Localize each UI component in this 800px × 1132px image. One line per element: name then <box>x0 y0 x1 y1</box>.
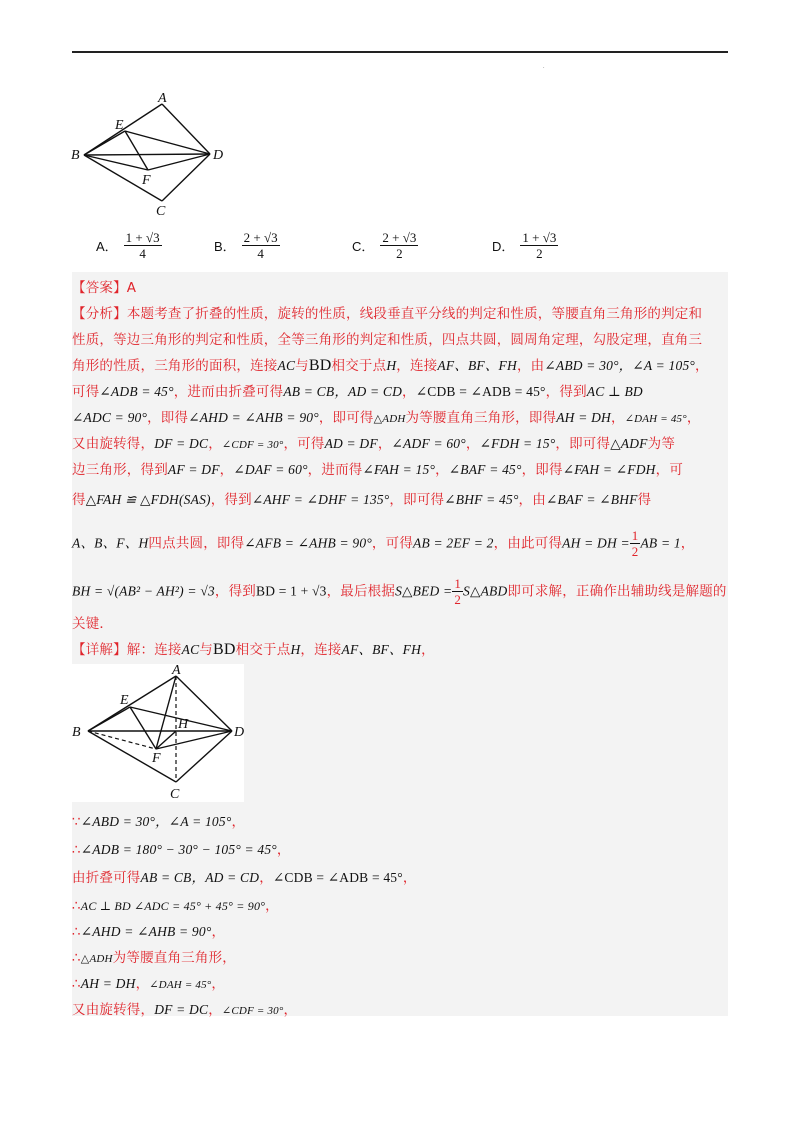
label-f: F <box>152 751 161 766</box>
text: ，得到 <box>210 492 252 508</box>
math: AH = DH <box>80 976 136 991</box>
seg-ed <box>125 131 210 154</box>
detail-line-1 <box>72 638 435 659</box>
seg-be <box>84 131 125 155</box>
text: ，连接 <box>396 358 438 374</box>
text: 为等腰直角三角形，即得 <box>405 410 557 426</box>
label-d: D <box>234 725 244 740</box>
math: AC <box>277 358 296 373</box>
math: ∠ADB = 45° <box>99 384 174 399</box>
math: ∠BAF = 45° <box>448 462 522 477</box>
text: ∴ <box>72 898 81 914</box>
step-line-5 <box>72 920 225 940</box>
math: ∠AFB = ∠AHB = 90° <box>244 535 372 551</box>
text: 边三角形，得到 <box>72 462 168 478</box>
math: ∠CDF = 30° <box>221 439 284 451</box>
fraction-denominator: 2 <box>454 592 462 607</box>
math: S△ABD <box>463 583 508 599</box>
text: ， <box>231 814 246 830</box>
analysis-line-9 <box>72 528 695 559</box>
text: ， <box>208 1002 222 1018</box>
fraction-denominator: 2 <box>396 246 403 261</box>
text: ，由 <box>518 492 546 508</box>
seg-dc <box>162 154 210 201</box>
analysis-line-7 <box>72 458 683 478</box>
seg-bf <box>84 155 148 170</box>
step-line-2 <box>72 838 291 858</box>
text: ， <box>265 898 279 914</box>
math: DF = DC <box>154 1002 209 1017</box>
detail-label: 【详解】 <box>72 642 127 658</box>
text: ， <box>259 870 273 886</box>
math: ∠FAH = ∠FDH <box>562 462 656 477</box>
fraction-numerator: 1 <box>454 576 462 591</box>
math: ∠CDB = ∠ADB = 45° <box>272 870 403 885</box>
math: ∠CDF = 30° <box>221 1005 284 1017</box>
math: BD = 1 + √3 <box>255 583 327 599</box>
choice-letter: C． <box>352 239 375 254</box>
label-a: A <box>172 664 181 678</box>
text: 为等腰直角三角形， <box>112 950 236 966</box>
text: 由折叠可得 <box>72 870 141 886</box>
step-line-7 <box>72 972 225 992</box>
choice-letter: D． <box>492 239 515 254</box>
text: ，即得 <box>521 462 563 478</box>
text: ，即可得 <box>318 410 374 426</box>
math: ∠ADC = 90° <box>72 410 148 425</box>
math: ∠AHD = ∠AHB = 90° <box>188 410 319 425</box>
math: AF、BF、FH <box>437 358 517 373</box>
fraction-numerator: 1 + √3 <box>125 230 160 245</box>
label-d: D <box>213 148 224 163</box>
step-line-4 <box>72 894 279 914</box>
math: AH = DH = <box>562 535 630 551</box>
text: ，可 <box>655 462 684 478</box>
text: ， <box>402 870 417 886</box>
step-line-6 <box>72 946 236 966</box>
math: △FAH ≌ △FDH(SAS) <box>85 492 211 507</box>
math: H <box>290 642 301 657</box>
math: △ADH <box>80 953 113 965</box>
text: 与 <box>199 642 213 658</box>
choice-fraction <box>242 230 280 261</box>
choice-d[interactable] <box>492 230 558 261</box>
text: ， <box>402 384 416 400</box>
math: AB = CB，AD = CD <box>140 870 260 885</box>
text: 得 <box>72 492 86 508</box>
math: ∠DAF = 60° <box>233 462 308 477</box>
text: ， <box>695 358 709 374</box>
label-b: B <box>71 148 80 163</box>
text: ， <box>680 535 695 552</box>
text: ∴ <box>72 950 81 966</box>
choice-b[interactable] <box>214 230 280 261</box>
step-line-8 <box>72 998 297 1018</box>
text: ∴ <box>72 976 81 992</box>
text: 得 <box>637 492 652 508</box>
text: 相交于点 <box>235 642 291 658</box>
choice-fraction <box>520 230 558 261</box>
text: ，最后根据 <box>326 583 396 600</box>
text: ， <box>211 924 226 940</box>
math: S△BED = <box>395 583 453 599</box>
analysis-line-8 <box>72 488 651 508</box>
text: ，连接 <box>300 642 342 658</box>
math: A、B、F、H <box>72 535 149 551</box>
seg-ad <box>162 104 210 154</box>
analysis-line-5 <box>72 406 701 426</box>
analysis-line-3 <box>72 354 709 375</box>
geometry-figure-1 <box>68 92 238 222</box>
math: ∠ABD = 30°，∠A = 105° <box>80 814 232 829</box>
fraction-one-half <box>630 528 641 559</box>
text: ， <box>211 976 226 992</box>
text: ，得到 <box>545 384 587 400</box>
label-c: C <box>170 787 180 802</box>
math: BD <box>212 641 236 658</box>
text: ∴ <box>72 842 81 858</box>
math: ∠DAH = 45° <box>624 413 687 425</box>
math: H <box>386 358 397 373</box>
text: ， <box>135 976 150 992</box>
analysis-line-10 <box>72 576 727 607</box>
geometry-figure-2-frame <box>68 664 244 802</box>
step-line-3 <box>72 866 417 886</box>
math: △ADH <box>373 413 406 425</box>
answer-label: 【答案】A <box>72 280 137 296</box>
math: AF = DF <box>167 462 220 477</box>
text: ， <box>421 642 435 658</box>
math: DF = DC <box>154 436 209 451</box>
text: 本题考查了折叠的性质，旋转的性质，线段垂直平分线的判定和性质，等腰直角三角形的判定和 <box>126 306 703 322</box>
analysis-line-11: 关键． <box>72 616 114 632</box>
step-line-1 <box>72 810 245 830</box>
text: ，即得 <box>147 410 189 426</box>
label-b: B <box>72 725 81 740</box>
math: ∠AHD = ∠AHB = 90° <box>80 924 212 939</box>
text: ，由 <box>516 358 545 374</box>
math: ∠AHF = ∠DHF = 135° <box>251 492 390 507</box>
choice-letter: B． <box>214 239 236 254</box>
label-e: E <box>115 118 124 133</box>
math: ∠ABD = 30°，∠A = 105° <box>544 358 696 373</box>
text: 四点共圆，即得 <box>148 535 245 552</box>
math: ∠CDB = ∠ADB = 45° <box>415 384 546 399</box>
text: 解：连接 <box>126 642 182 658</box>
text: 又由旋转得， <box>72 1002 155 1018</box>
fraction-denominator: 4 <box>257 246 264 261</box>
analysis-label: 【分析】 <box>72 306 127 322</box>
text: ， <box>435 462 449 478</box>
math: AB = 2EF = 2 <box>413 535 494 551</box>
math: ∠DAH = 45° <box>149 979 212 991</box>
math: BD <box>308 357 332 374</box>
text: ， <box>219 462 234 478</box>
analysis-line-2: 性质，等边三角形的判定和性质，全等三角形的判定和性质，四点共圆，圆周角定理，勾股定理，直角三 <box>72 332 703 348</box>
fraction-denominator: 2 <box>631 544 639 559</box>
label-f: F <box>142 173 151 188</box>
text: ，即可得 <box>555 436 611 452</box>
text: ，可得 <box>371 535 414 552</box>
math: AC ⊥ BD ∠ADC = 45° + 45° = 90° <box>80 899 266 913</box>
text: ， <box>208 436 222 452</box>
fraction-numerator: 1 <box>631 528 639 543</box>
analysis-line-4 <box>72 380 643 400</box>
text: ，进而由折叠可得 <box>173 384 284 400</box>
math: ∠ADF = 60° <box>391 436 466 451</box>
text: ，即可得 <box>389 492 445 508</box>
header-rule <box>72 51 728 53</box>
math: AB = CB，AD = CD <box>283 384 403 399</box>
text: 与 <box>295 358 309 374</box>
fraction-one-half <box>452 576 463 607</box>
text: ∴ <box>72 924 81 940</box>
text: ， <box>283 1002 298 1018</box>
choice-letter: A． <box>96 239 118 254</box>
math: △ADF <box>610 436 648 451</box>
fraction-numerator: 2 + √3 <box>382 230 417 245</box>
answer-choices <box>96 230 716 270</box>
label-a: A <box>158 92 167 106</box>
text: ， <box>610 410 625 426</box>
fraction-numerator: 1 + √3 <box>522 230 557 245</box>
seg-fd <box>148 154 210 170</box>
text: ，得到 <box>214 583 256 600</box>
fraction-denominator: 2 <box>536 246 543 261</box>
text: 又由旋转得， <box>72 436 155 452</box>
text: ，进而得 <box>307 462 363 478</box>
analysis-line-1 <box>72 302 702 322</box>
choice-c[interactable] <box>352 230 418 261</box>
text: 可得 <box>72 384 100 400</box>
math: AC <box>181 642 200 657</box>
text: ， <box>465 436 480 452</box>
choice-a[interactable] <box>96 230 162 261</box>
math: ∠FDH = 15° <box>479 436 556 451</box>
geometry-figure-2 <box>68 664 244 802</box>
label-h: H <box>178 717 189 732</box>
math: ∠ADB = 180° − 30° − 105° = 45° <box>80 842 277 857</box>
fraction-numerator: 2 + √3 <box>243 230 278 245</box>
text: 为等 <box>647 436 676 452</box>
header-dot: . <box>543 64 545 70</box>
label-c: C <box>156 204 166 219</box>
choice-fraction <box>380 230 418 261</box>
math: AH = DH <box>556 410 611 425</box>
text: ， <box>377 436 392 452</box>
math: AD = DF <box>324 436 378 451</box>
math: BH = √(AB² − AH²) = √3 <box>72 583 215 599</box>
seg-bd <box>84 154 210 155</box>
math: AC ⊥ BD <box>586 384 643 399</box>
text: 相交于点 <box>331 358 387 374</box>
analysis-line-6 <box>72 432 675 452</box>
text: ∵ <box>72 814 81 830</box>
text: ，可得 <box>283 436 325 452</box>
math: AB = 1 <box>640 535 681 551</box>
math: ∠FAH = 15° <box>362 462 436 477</box>
text: 即可求解，正确作出辅助线是解题的 <box>507 583 727 600</box>
math: AF、BF、FH <box>341 642 422 657</box>
choice-fraction <box>124 230 162 261</box>
fraction-denominator: 4 <box>139 246 146 261</box>
text: ， <box>686 410 701 426</box>
math: ∠BHF = 45° <box>444 492 519 507</box>
text: ， <box>276 842 291 858</box>
math: ∠BAF = ∠BHF <box>545 492 638 507</box>
label-e: E <box>120 693 129 708</box>
text: 角形的性质，三角形的面积，连接 <box>72 358 278 374</box>
text: ，由此可得 <box>493 535 563 552</box>
